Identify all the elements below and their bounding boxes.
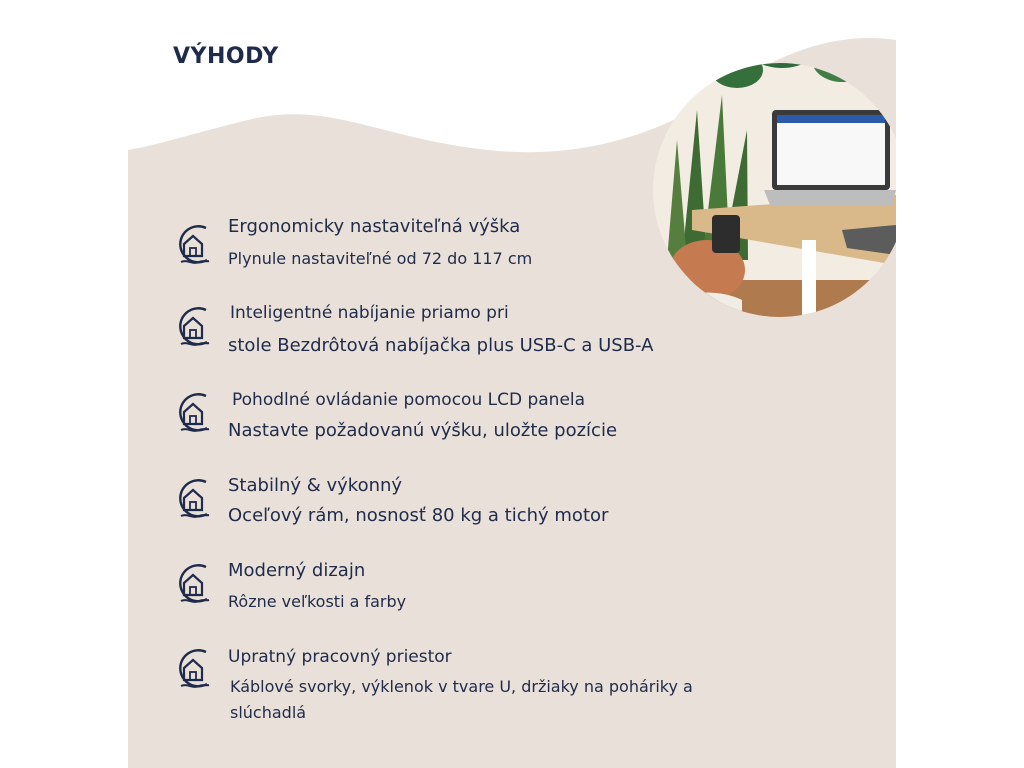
benefit-title: Ergonomicky nastaviteľná výška xyxy=(228,216,521,237)
benefit-description: Oceľový rám, nosnosť 80 kg a tichý motor xyxy=(228,505,609,526)
house-icon xyxy=(173,559,213,607)
benefit-item-stable xyxy=(173,470,693,540)
benefit-title: Pohodlné ovládanie pomocou LCD panela xyxy=(232,390,586,410)
benefit-item-workspace xyxy=(173,640,693,730)
benefit-item-height xyxy=(173,212,693,282)
page-title: VÝHODY xyxy=(173,44,279,69)
benefit-description: Nastavte požadovanú výšku, uložte pozície xyxy=(228,420,618,441)
benefit-title: Upratný pracovný priestor xyxy=(228,647,452,667)
house-icon xyxy=(173,220,213,268)
benefit-title: Stabilný & výkonný xyxy=(228,475,403,496)
benefit-item-charging xyxy=(173,298,693,368)
house-icon xyxy=(173,644,213,692)
benefit-description: stole Bezdrôtová nabíjačka plus USB-C a USB-A xyxy=(228,335,654,356)
benefit-item-lcd xyxy=(173,384,693,454)
benefit-description: Plynule nastaviteľné od 72 do 117 cm xyxy=(228,249,533,268)
house-icon xyxy=(173,388,213,436)
benefit-title: Moderný dizajn xyxy=(228,560,366,581)
benefit-description: Káblové svorky, výklenok v tvare U, držiaky na poháriky a slúchadlá xyxy=(230,677,693,722)
house-icon xyxy=(173,474,213,522)
benefit-item-design xyxy=(173,555,693,625)
benefit-title: Inteligentné nabíjanie priamo pri xyxy=(230,303,509,323)
house-icon xyxy=(173,302,213,350)
benefit-description: Rôzne veľkosti a farby xyxy=(228,592,407,611)
benefits-panel xyxy=(128,0,896,768)
